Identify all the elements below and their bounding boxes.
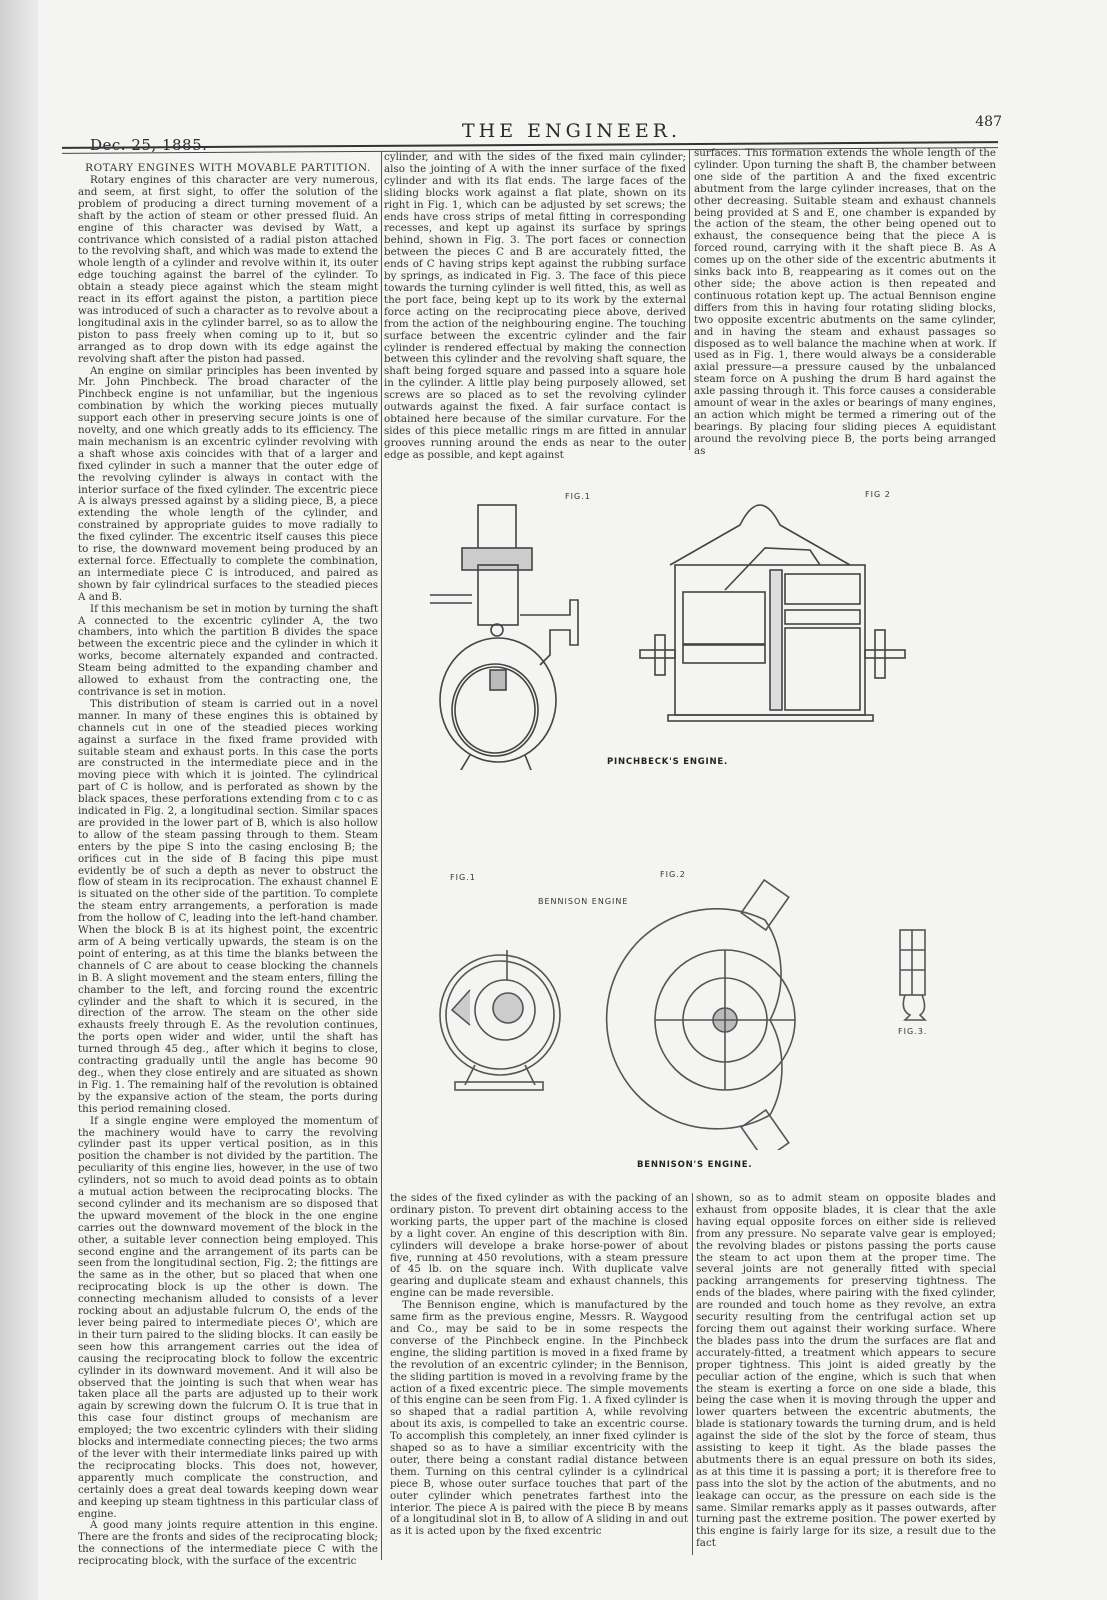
article-column-2-top [384,152,686,462]
figure-label: FIG 2 [865,490,891,499]
paragraph: surfaces. This formation extends the whole length of the cylinder. Upon turning the shaft B, the chamber between one side of the partition A and the fixed excentric abutment from the large cylinder increases, that on the other decreasing. Suitable steam and exhaust channels being provided at S and E, one chamber is expanded by the action of the steam, the other being opened out to exhaust, the consequence being that the piece A is forced round, carrying with it the shaft piece B. As A comes up on the other side of the excentric abutments it sinks back into B, reappearing as it comes out on the other side; the above action is then repeated and continuous rotation kept up. The actual Bennison engine differs from this in having four rotating sliding blocks, two opposite excentric abutments on the same cylinder, and in having the steam and exhaust passages so disposed as to well balance the machine when at work. If used as in Fig. 1, there would always be a considerable axial pressure—a pressure caused by the unbalanced steam force on A pushing the drum B hard against the axle passing through it. This force causes a considerable amount of wear in the axles or bearings of many engines, an action which might be termed a rimering out of the bearings. By placing four sliding pieces A equidistant around the revolving piece B, the ports being arranged as [694,147,996,457]
figure-label: FIG.1 [450,873,476,882]
figure-label: FIG.1 [565,492,591,501]
paragraph: shown, so as to admit steam on opposite blades and exhaust from opposite blades, it is clear that the axle having equal opposite forces on either side is relieved from any pressure. No separate valve gear is employed; the revolving blades or pistons passing the ports cause the steam to act upon them at the proper time. The several joints are not generally fitted with special packing arrangements for preserving tightness. The ends of the blades, where pairing with the fixed cylinder, are rounded and touch home as they revolve, an extra security resulting from the centrifugal action set up forcing them out against their working surface. Where the blades pass into the drum the surfaces are flat and accurately-fitted, a treatment which appears to secure proper tightness. This joint is aided greatly by the peculiar action of the engine, which is such that when the steam is exerting a force on one side a blade, this being the case when it is moving through the upper and lower quarters between the excentric abutments, the blade is stationary towards the turning drum, and is held against the side of the slot by the force of steam, thus assisting to keep it tight. As the blade passes the abutments there is an equal pressure on both its sides, as at this time it is passing a port; it is therefore free to pass into the slot by the action of the abutments, and no leakage can occur, as the pressure on each side is the same. Similar remarks apply as it passes outwards, after turning past the extreme position. The power exerted by this engine is fairly large for its size, a result due to the fact [696,1192,996,1550]
issue-date: Dec. 25, 1885. [90,136,208,154]
page-number: 487 [975,114,1002,130]
page-edge-shadow [0,0,38,1600]
article-column-1 [78,162,378,1568]
bennison-engine-drawing [410,870,970,1150]
figure-inner-title: BENNISON ENGINE [538,897,629,906]
article-column-3-top [694,148,996,458]
column-divider [689,150,690,450]
figure-caption: PINCHBECK'S ENGINE. [607,757,729,767]
publication-title: THE ENGINEER. [462,120,682,142]
column-divider [381,152,382,1560]
paragraph: the sides of the fixed cylinder as with the packing of an ordinary piston. To prevent dirt obtaining access to the working parts, the upper part of the machine is closed by a light cover. An engine of this description with 8in. cylinders will develope a brake horse-power of about five, running at 450 revolutions, with a steam pressure of 45 lb. on the square inch. With duplicate valve gearing and duplicate steam and exhaust channels, this engine can be made reversible. [390,1192,688,1300]
paragraph: An engine on similar principles has been invented by Mr. John Pinchbeck. The broad character of the Pinchbeck engine is not unfamiliar, but the ingenious combination by which the working pieces mutually support each other in preserving secure joints is one of novelty, and one which greatly adds to its efficiency. The main mechanism is an excentric cylinder revolving with a shaft whose axis coincides with that of a larger and fixed cylinder in such a manner that the outer edge of the revolving cylinder is always in contact with the interior surface of the fixed cylinder. The excentric piece A is always pressed against by a sliding piece, B, a piece extending the whole length of the cylinder, and constrained by appropriate guides to move radially to the fixed cylinder. The excentric itself causes this piece to rise, the downward movement being produced by an external force. Effectually to complete the combination, an intermediate piece C is introduced, and paired as shown by fair cylindrical surfaces to the steadied pieces A and B. [78,364,378,603]
pinchbeck-engine-drawing [400,470,1000,770]
article-column-3-bottom [696,1193,996,1550]
paragraph: This distribution of steam is carried out in a novel manner. In many of these engines this is obtained by channels cut in one of the steadied pieces working against a surface in the fixed frame provided with suitable steam and exhaust ports. In this case the ports are constructed in the intermediate piece and in the moving piece with which it is jointed. The cylindrical part of C is hollow, and is perforated as shown by the black spaces, these perforations extending from c to c as indicated in Fig. 2, a longitudinal section. Similar spaces are provided in the lower part of B, which is also hollow to allow of the steam passing through to them. Steam enters by the pipe S into the casing enclosing B; the orifices cut in the side of B facing this pipe must evidently be of such a depth as never to obstruct the flow of steam in its reciprocation. The exhaust channel E is situated on the other side of the partition. To complete the steam entry arrangements, a perforation is made from the hollow of C, leading into the left-hand chamber. When the block B is at its highest point, the excentric arm of A being vertically upwards, the steam is on the point of entering, as at this time the blanks between the channels of C are about to cease blocking the channels in B. A slight movement and the steam enters, filling the chamber to the left, and forcing round the excentric cylinder and the shaft to which it is secured, in the direction of the arrow. The steam on the other side exhausts freely through E. As the revolution continues, the ports open wider and wider, until the shaft has turned through 45 deg., after which it begins to close, contracting gradually until the angle has become 90 deg., when they close entirely and are situated as shown in Fig. 1. The remaining half of the revolution is obtained by the expansive action of the steam, the ports during this period remaining closed. [78,697,378,1115]
figure-caption: BENNISON'S ENGINE. [637,1160,753,1170]
figure-label: FIG.3. [898,1027,928,1036]
pinchbeck-engine-figure [400,470,1000,770]
paragraph: A good many joints require attention in this engine. There are the fronts and sides of the reciprocating block; the connections of the intermediate piece C with the reciprocating block, with the surface of the excentric [78,1519,378,1568]
paragraph: If a single engine were employed the momentum of the machinery would have to carry the revolving cylinder past its upper vertical position, as in this position the chamber is not divided by the partition. The peculiarity of this engine lies, however, in the use of two cylinders, not so much to avoid dead points as to obtain a mutual action between the reciprocating blocks. The second cylinder and its mechanism are so disposed that the upward movement of the block in the one engine carries out the downward movement of the block in the other, a suitable lever connection being employed. This second engine and the arrangement of its parts can be seen from the longitudinal section, Fig. 2; the fittings are the same as in the other, but so placed that when one reciprocating block is up the other is down. The connecting mechanism alluded to consists of a lever rocking about an adjustable fulcrum O, the ends of the lever being paired to intermediate pieces O', which are in their turn paired to the sliding blocks. It can easily be seen how this arrangement carries out the idea of causing the reciprocating block to follow the excentric cylinder in its downward movement. And it will also be observed that the jointing is such that when wear has taken place all the parts are adjusted up to their work again by screwing down the fulcrum O. It is true that in this case four distinct groups of mechanism are employed; the two excentric cylinders with their sliding blocks and intermediate connecting pieces; the two arms of the lever with their intermediate links paired up with the reciprocating blocks. This does not, however, apparently much complicate the construction, and certainly does a great deal towards keeping down wear and keeping up steam tightness in this particular class of engine. [78,1114,378,1520]
bennison-engine-figure [410,870,970,1150]
article-headline: ROTARY ENGINES WITH MOVABLE PARTITION. [85,162,371,174]
column-divider [692,1193,693,1555]
figure-label: FIG.2 [660,870,686,879]
paragraph: If this mechanism be set in motion by turning the shaft A connected to the excentric cylinder A, the two chambers, into which the partition B divides the space between the excentric piece and the cylinder in which it works, become alternately expanded and contracted. Steam being admitted to the expanding chamber and allowed to exhaust from the contracting one, the contrivance is set in motion. [78,602,378,698]
paragraph: The Bennison engine, which is manufactured by the same firm as the previous engine, Messrs. R. Waygood and Co., may be said to be in some respects the converse of the Pinchbeck engine. In the Pinchbeck engine, the sliding partition is moved in a fixed frame by the revolution of an excentric cylinder; in the Bennison, the sliding partition is moved in a revolving frame by the action of a fixed excentric piece. The simple movements of this engine can be seen from Fig. 1. A fixed cylinder is so shaped that a radial partition A, while revolving about its axis, is compelled to take an excentric course. To accomplish this completely, an inner fixed cylinder is shaped so as to have a similiar excentricity with the outer, there being a constant radial distance between them. Turning on this central cylinder is a cylindrical piece B, whose outer surface touches that part of the outer cylinder which penetrates farthest into the interior. The piece A is paired with the piece B by means of a longitudinal slot in B, to allow of A sliding in and out as it is acted upon by the fixed excentric [390,1299,688,1538]
article-column-2-bottom [390,1193,688,1538]
paragraph: cylinder, and with the sides of the fixed main cylinder; also the jointing of A with the inner surface of the fixed cylinder and with its flat ends. The large faces of the sliding blocks work against a flat plate, shown on its right in Fig. 1, which can be adjusted by set screws; the ends have cross strips of metal fitting in corresponding recesses, and kept up against its surface by springs behind, shown in Fig. 3. The port faces or connection between the pieces C and B are accurately fitted, the ends of C having strips kept against the rubbing surface by springs, as indicated in Fig. 3. The face of this piece towards the turning cylinder is well fitted, this, as well as the port face, being kept up to its work by the external force acting on the reciprocating piece above, derived from the action of the neighbouring engine. The touching surface between the excentric cylinder and the fair cylinder is rendered effectual by making the connection between this cylinder and the revolving shaft square, the shaft being forged square and passed into a square hole in the cylinder. A little play being purposely allowed, set screws are so placed as to set the revolving cylinder outwards against the fixed. A fair surface contact is obtained here because of the similar curvature. For the sides of this piece metallic rings m are fitted in annular grooves running around the ends as near to the outer edge as possible, and kept against [384,151,686,461]
paragraph: Rotary engines of this character are very numerous, and seem, at first sight, to offer the solution of the problem of producing a direct turning movement of a shaft by the action of steam or other pressed fluid. An engine of this character was devised by Watt, a contrivance which consisted of a radial piston attached to the revolving shaft, and which was made to extend the whole length of a cylinder and revolve within it, its outer edge touching against the barrel of the cylinder. To obtain a steady piece against which the steam might react in its effort against the piston, a partition piece was introduced of such a character as to revolve about a longitudinal axis in the cylinder barrel, so as to allow the piston to pass freely when coming up to it, but so arranged as to drop down with its edge against the revolving shaft after the piston had passed. [78,174,378,365]
